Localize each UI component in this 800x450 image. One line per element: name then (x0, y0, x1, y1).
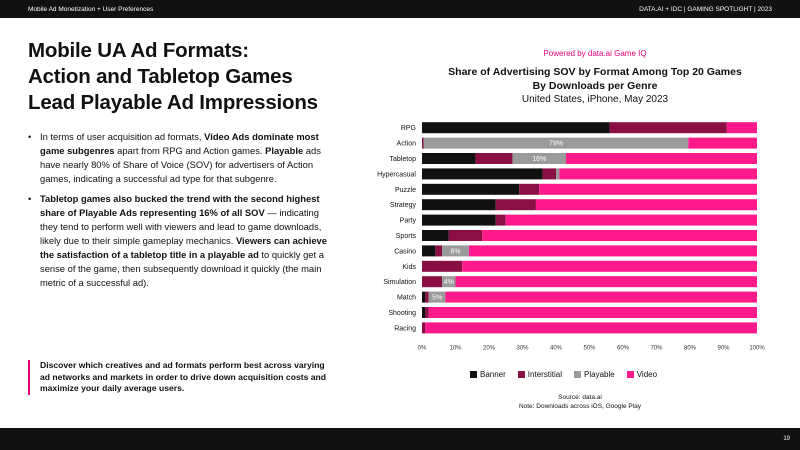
y-tick-label: Party (399, 217, 416, 225)
header-bar (0, 0, 800, 18)
bullet-2: • Tabletop games also bucked the trend with the second highest share of Playable Ads representing 16% of all SOV — indicating they tend to perform well with viewers and lead to game downloads, likely due to their simple gameplay mechanics. Viewers can achieve the satisfaction of a tabletop title in a playable ad to quickly get a sense of the game, then subsequently download it quickly (the main metric of a successful ad). (28, 192, 328, 290)
y-tick-label: Simulation (383, 279, 416, 287)
bar-segment-interstitial (496, 215, 506, 226)
header-right-text: DATA.AI + IDC | GAMING SPOTLIGHT | 2023 (639, 5, 772, 13)
bar-segment-interstitial (449, 230, 483, 241)
legend-item-playable: Playable (574, 370, 615, 379)
y-tick-label: RPG (400, 125, 416, 133)
bar-segment-banner (422, 245, 435, 256)
bar-segment-video (536, 199, 757, 210)
legend-item-interstitial: Interstitial (518, 370, 562, 379)
bar-segment-interstitial (422, 276, 442, 287)
page-title (28, 38, 358, 116)
title-line-2: Action and Tabletop Games (28, 65, 293, 88)
y-tick-label: Racing (394, 325, 416, 333)
footer-bar (0, 428, 800, 450)
bar-segment-interstitial (543, 168, 556, 179)
bullet-1: • In terms of user acquisition ad formats, Video Ads dominate most game subgenres apart from RPG and Action games. Playable ads have nearly 80% of Share of Voice (SOV) for advertisers of Action games, indicating a successful ad type for that subgenre. (28, 130, 328, 186)
x-tick-label: 10% (449, 345, 462, 352)
y-tick-label: Puzzle (394, 186, 416, 194)
bar-segment-video (506, 215, 757, 226)
bar-segment-video (445, 292, 757, 303)
bar-segment-video (429, 307, 757, 318)
bar-segment-interstitial (610, 122, 727, 133)
bar-segment-video (462, 261, 757, 272)
data-label: 5% (432, 294, 443, 302)
bar-segment-interstitial (422, 138, 424, 149)
data-label: 79% (548, 140, 564, 148)
x-tick-label: 90% (717, 345, 730, 352)
bar-segment-interstitial (476, 153, 513, 164)
bar-segment-video (456, 276, 758, 287)
x-tick-label: 60% (616, 345, 630, 352)
bar-segment-banner (422, 153, 476, 164)
y-tick-label: Casino (394, 248, 416, 256)
bar-segment-banner (422, 307, 425, 318)
page-number: 19 (783, 436, 790, 442)
chart-title: Share of Advertising SOV by Format Among Top 20 Games By Downloads per Genre (448, 66, 742, 92)
bar-segment-video (688, 138, 757, 149)
callout-box: Discover which creatives and ad formats perform best across varying ad networks and markets in order to drive down acquisition costs and maximize your daily average users. (28, 360, 328, 395)
bar-segment-interstitial (422, 322, 425, 333)
bar-segment-video (566, 153, 757, 164)
y-tick-label: Tabletop (389, 156, 416, 163)
bar-segment-interstitial (425, 292, 428, 303)
x-tick-label: 50% (583, 345, 596, 352)
x-tick-label: 30% (516, 345, 529, 352)
bar-segment-banner (422, 122, 610, 133)
bar-segment-interstitial (435, 245, 442, 256)
legend-swatch-banner (470, 371, 477, 378)
bar-segment-banner (422, 215, 496, 226)
data-label: 16% (532, 156, 547, 163)
bar-segment-banner (422, 199, 496, 210)
bar-segment-banner (422, 292, 425, 303)
x-tick-label: 70% (650, 345, 663, 352)
y-tick-label: Strategy (389, 202, 416, 210)
bar-segment-video (727, 122, 757, 133)
x-tick-label: 100% (749, 345, 765, 352)
stacked-bar-chart (340, 110, 780, 360)
title-line-1: Mobile UA Ad Formats: (28, 39, 249, 62)
bar-segment-video (539, 184, 757, 195)
x-tick-label: 20% (482, 345, 496, 352)
powered-by: Powered by data.ai Game IQ (543, 49, 647, 58)
legend-swatch-playable (574, 371, 581, 378)
data-label: 4% (443, 279, 454, 287)
bar-segment-interstitial (519, 184, 539, 195)
y-tick-label: Sports (395, 233, 416, 240)
x-tick-label: 40% (549, 345, 563, 352)
x-tick-label: 80% (683, 345, 697, 352)
y-tick-label: Match (396, 294, 416, 302)
header-left-text: Mobile Ad Monetization + User Preferences (28, 5, 154, 13)
bar-segment-interstitial (422, 261, 462, 272)
bar-segment-video (559, 168, 757, 179)
bar-segment-video (425, 322, 757, 333)
bar-segment-banner (422, 230, 449, 241)
chart-subtitle: United States, iPhone, May 2023 (521, 94, 669, 105)
bar-segment-interstitial (425, 307, 428, 318)
bar-segment-banner (422, 184, 519, 195)
bar-segment-video (469, 245, 757, 256)
chart-legend (470, 370, 657, 379)
y-tick-label: Action (396, 140, 416, 148)
legend-item-video: Video (627, 370, 657, 379)
y-tick-label: Shooting (388, 310, 416, 317)
title-line-3: Lead Playable Ad Impressions (28, 91, 318, 114)
bullet-list (28, 130, 328, 296)
legend-item-banner: Banner (470, 370, 506, 379)
bar-segment-interstitial (496, 199, 536, 210)
y-tick-label: Kids (402, 263, 416, 271)
legend-swatch-video (627, 371, 634, 378)
legend-swatch-interstitial (518, 371, 525, 378)
chart-source: Source: data.ai Note: Downloads across iOS, Google Play (518, 394, 642, 410)
bar-segment-banner (422, 168, 543, 179)
data-label: 8% (450, 248, 461, 256)
x-tick-label: 0% (417, 345, 427, 352)
y-tick-label: Hypercasual (377, 171, 416, 179)
bar-segment-playable (556, 168, 559, 179)
bar-segment-video (482, 230, 757, 241)
